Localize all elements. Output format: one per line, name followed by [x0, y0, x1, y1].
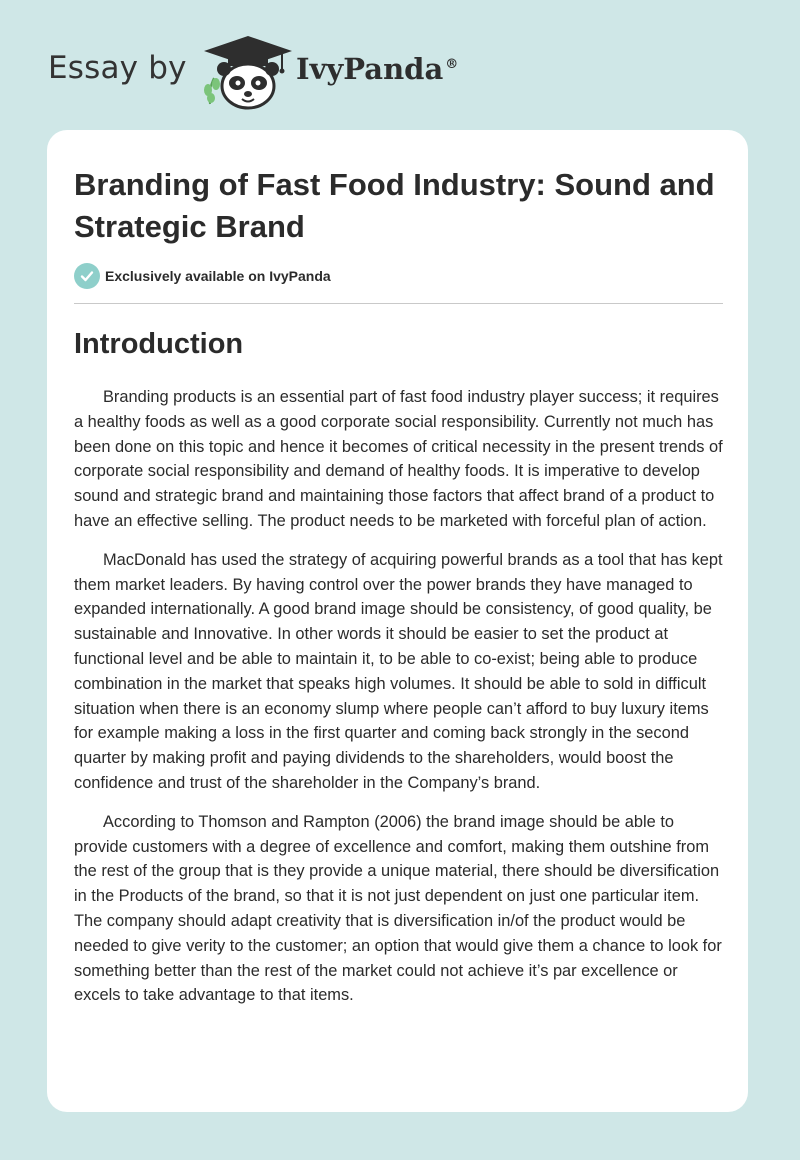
paragraph: According to Thomson and Rampton (2006) the brand image should be able to provide customers with a degree of excellence and comfort, making them outshine from the rest of the group that is they provide a unique material, there should be diversification in the Products of the brand, so that it is not just dependent on just one particular item. The company should adapt creativity that is diversification in/of the product would be needed to give verity to the customer; an option that would give them a chance to look for something better than the rest of the market could not achieve it’s par excellence or excels to take advantage to that items.: [74, 812, 722, 1005]
brand-logo[interactable]: [296, 52, 458, 86]
site-header: [0, 0, 800, 120]
title-divider: [74, 303, 723, 304]
essay-by-label: Essay by: [48, 50, 187, 86]
exclusive-badge: [74, 263, 331, 289]
panda-graduate-icon[interactable]: [202, 34, 294, 110]
page-title: Branding of Fast Food Industry: Sound and Strategic Brand: [74, 167, 715, 244]
essay-body: [74, 385, 724, 1022]
brand-name-text: IvyPanda: [296, 52, 444, 86]
paragraph: Branding products is an essential part of fast food industry player success; it requires a healthy foods as well as a good corporate social responsibility. Currently not much has been done on this topic and hence it becomes of critical necessity in the present trends of corporate social responsibility and demand of healthy foods. It is imperative to develop sound and strategic brand and maintaining those factors that affect brand of a product to have an effective selling. The product needs to be marketed with forceful plan of action.: [74, 388, 723, 530]
exclusive-badge-label: Exclusively available on IvyPanda: [105, 268, 331, 284]
section-heading: Introduction: [74, 328, 244, 360]
check-icon: [74, 263, 100, 289]
paragraph: MacDonald has used the strategy of acquiring powerful brands as a tool that has kept them market leaders. By having control over the power brands they have managed to expanded internationally. A good brand image should be consistency, of good quality, be sustainable and Innovative. In other words it should be easier to set the product at functional level and be able to maintain it, to be able to co-exist; being able to produce combination in the market that speaks high volumes. It should be able to sold in difficult situation when there is an economy slump where people can’t afford to buy luxury items for example making a loss in the first quarter and coming back strongly in the second quarter by making profit and paying dividends to the shareholders, would boost the confidence and trust of the shareholder in the Company’s brand.: [74, 550, 723, 792]
registered-mark: ®: [445, 57, 459, 73]
essay-card: [47, 130, 748, 1112]
